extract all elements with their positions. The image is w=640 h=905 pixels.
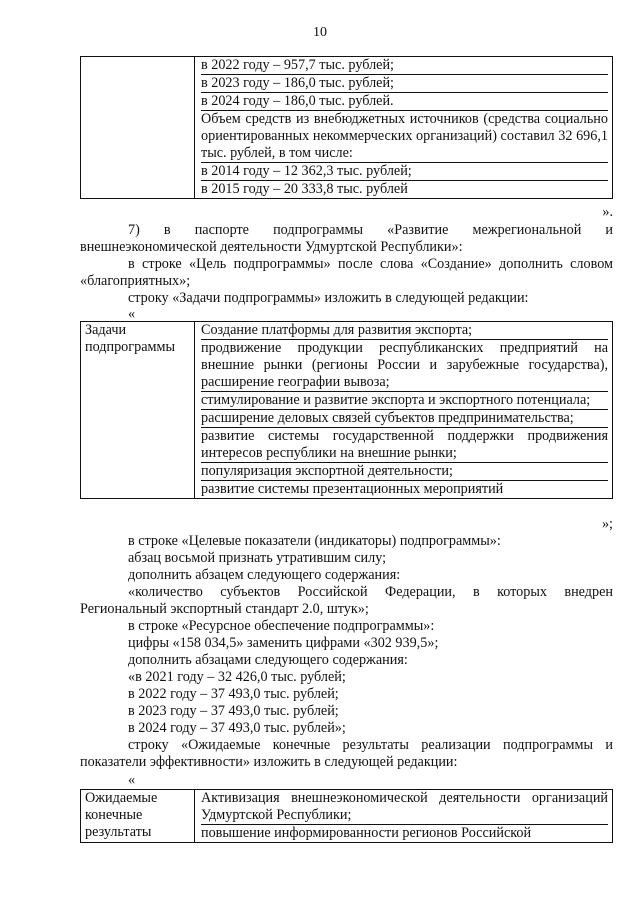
body-line: «количество субъектов Российской Федерации, в которых внедрен Региональный экспортный стандарт 2.0, штук»; (80, 584, 613, 617)
body-line: цифры «158 034,5» заменить цифрами «302 939,5»; (128, 635, 439, 651)
closing-quote-2: »; (601, 516, 613, 532)
task-line: популяризация экспортной деятельности; (201, 463, 608, 481)
page-number: 10 (313, 25, 327, 40)
paragraph-7: 7) в паспорте подпрограммы «Развитие межрегиональной и внешнеэкономической деятельности Удмуртской Республики»: (80, 222, 613, 255)
tasks-label: Задачи подпрограммы (81, 322, 195, 499)
paragraph-tasks: строку «Задачи подпрограммы» изложить в следующей редакции: (128, 290, 529, 306)
task-line: стимулирование и развитие экспорта и экспортного потенциала; (201, 392, 608, 410)
tasks-cell (195, 322, 613, 499)
body-line: в строке «Ресурсное обеспечение подпрограммы»: (128, 618, 435, 634)
body-line: в 2022 году – 37 493,0 тыс. рублей; (128, 686, 339, 702)
body-line: дополнить абзацем следующего содержания: (128, 567, 401, 583)
empty-label-cell (81, 57, 195, 199)
funding-line-2023: в 2023 году – 186,0 тыс. рублей; (201, 75, 608, 93)
task-line: развитие системы презентационных мероприятий (201, 481, 504, 497)
body-line: в 2023 году – 37 493,0 тыс. рублей; (128, 703, 339, 719)
opening-quote-2: « (128, 306, 136, 322)
passport-table-continuation (80, 56, 613, 199)
funding-line-2022: в 2022 году – 957,7 тыс. рублей; (201, 57, 608, 75)
task-line: расширение деловых связей субъектов предпринимательства; (201, 410, 608, 428)
extrabudgetary-2015: в 2015 году – 20 333,8 тыс. рублей (201, 181, 408, 197)
result-line: Активизация внешнеэкономической деятельности организаций Удмуртской Республики; (201, 790, 608, 823)
opening-quote-3: « (128, 772, 136, 788)
body-line: «в 2021 году – 32 426,0 тыс. рублей; (128, 669, 346, 685)
resources-cell (195, 57, 613, 199)
results-label: Ожидаемые конечные результаты (81, 790, 195, 843)
results-cell (195, 790, 613, 843)
task-line: Создание платформы для развития экспорта; (201, 322, 608, 340)
extrabudgetary-2014: в 2014 году – 12 362,3 тыс. рублей; (201, 163, 608, 181)
body-line: дополнить абзацами следующего содержания: (128, 652, 408, 668)
task-line: развитие системы государственной поддержки продвижения интересов республики на внешние рынки; (201, 428, 608, 461)
body-line: строку «Ожидаемые конечные результаты реализации подпрограммы и показатели эффективности» изложить в следующей редакции: (80, 737, 613, 770)
body-line: в 2024 году – 37 493,0 тыс. рублей»; (128, 720, 346, 736)
closing-quote-1: ». (602, 204, 613, 220)
tasks-table (80, 321, 613, 499)
result-line: повышение информированности регионов Российской (201, 825, 532, 841)
funding-line-2024: в 2024 году – 186,0 тыс. рублей. (201, 93, 608, 111)
results-table (80, 789, 613, 843)
extrabudgetary-line: Объем средств из внебюджетных источников (средства социально ориентированных некоммерческих организаций) составил 32 696,1 тыс. рублей, в том числе: (201, 111, 608, 161)
paragraph-goal: в строке «Цель подпрограммы» после слова «Создание» дополнить словом «благоприятных»; (80, 256, 613, 289)
body-line: в строке «Целевые показатели (индикаторы) подпрограммы»: (128, 533, 501, 549)
body-line: абзац восьмой признать утратившим силу; (128, 550, 387, 566)
task-line: продвижение продукции республиканских предприятий на внешние рынки (регионы России и зарубежные государства), расширение географии вывоза; (201, 340, 608, 390)
